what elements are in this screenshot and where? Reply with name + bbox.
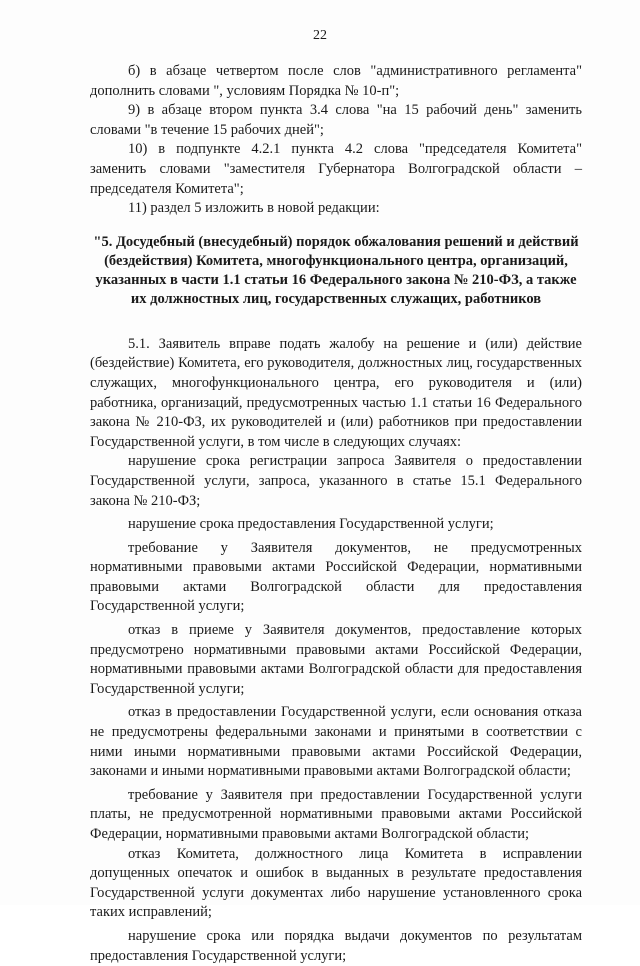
list-item-extra-documents: требование у Заявителя документов, не предусмотренных нормативными правовыми актами Российской Федерации, нормативными правовыми актами Волгоградской области для предоставления Государственной услуги; [90,539,582,615]
paragraph-5-1: 5.1. Заявитель вправе подать жалобу на решение и (или) действие (бездействие) Комитета, его руководителя, должностных лиц, государственных служащих, многофункционального центра, его руководителя и (или) работника, организаций, предусмотренных частью 1.1 статьи 16 Федерального закона № 210-ФЗ, их руководителей и (или) работников при предоставлении Государственной услуги, в том числе в следующих случаях: [90,335,582,450]
paragraph-amendment-10: 10) в подпункте 4.2.1 пункта 4.2 слова "председателя Комитета" заменить словами "заместителя Губернатора Волгоградской области – председателя Комитета"; [90,141,582,197]
section-heading: "5. Досудебный (внесудебный) порядок обжалования решений и действий (бездействия) Комитета, многофункционального центра, организаций, указанных в части 1.1 статьи 16 Федерального закона № 210-ФЗ, а также их должностных лиц, государственных служащих, работников [93,233,579,307]
paragraph-amendment-b: б) в абзаце четвертом после слов "административного регламента" дополнить словами ", условиям Порядка № 10-п"; [90,63,582,99]
list-item-service-deadline: нарушение срока предоставления Государственной услуги; [128,516,494,533]
paragraph-amendment-9: 9) в абзаце втором пункта 3.4 слова "на 15 рабочий день" заменить словами "в течение 15 рабочих дней"; [90,102,582,138]
document-body [90,62,582,966]
list-item-registration-deadline: нарушение срока регистрации запроса Заявителя о предоставлении Государственной услуги, запроса, указанного в статье 15.1 Федерального закона № 210-ФЗ; [90,453,582,509]
list-item-issuance-violation: нарушение срока или порядка выдачи документов по результатам предоставления Государственной услуги; [90,927,582,964]
list-item-refusal-service: отказ в предоставлении Государственной услуги, если основания отказа не предусмотрены федеральными законами и принятыми в соответствии с ними иными нормативными правовыми актами Российской Федерации, законами и иными нормативными правовыми актами Волгоградской области; [90,704,582,780]
paragraph-amendment-11: 11) раздел 5 изложить в новой редакции: [128,200,380,217]
page-number: 22 [313,28,327,43]
list-item-refusal-acceptance: отказ в приеме у Заявителя документов, предоставление которых предусмотрено нормативными правовыми актами Российской Федерации, нормативными правовыми актами Волгоградской области для предоставления Государственной услуги; [90,622,582,697]
list-item-correction-refusal: отказ Комитета, должностного лица Комитета в исправлении допущенных опечаток и ошибок в выданных в результате предоставления Государственной услуги документах либо нарушение установленного срока таких исправлений; [90,845,582,921]
list-item-fee-requirement: требование у Заявителя при предоставлении Государственной услуги платы, не предусмотренной нормативными правовыми актами Российской Федерации, нормативными правовыми актами Волгоградской области; [90,786,582,842]
